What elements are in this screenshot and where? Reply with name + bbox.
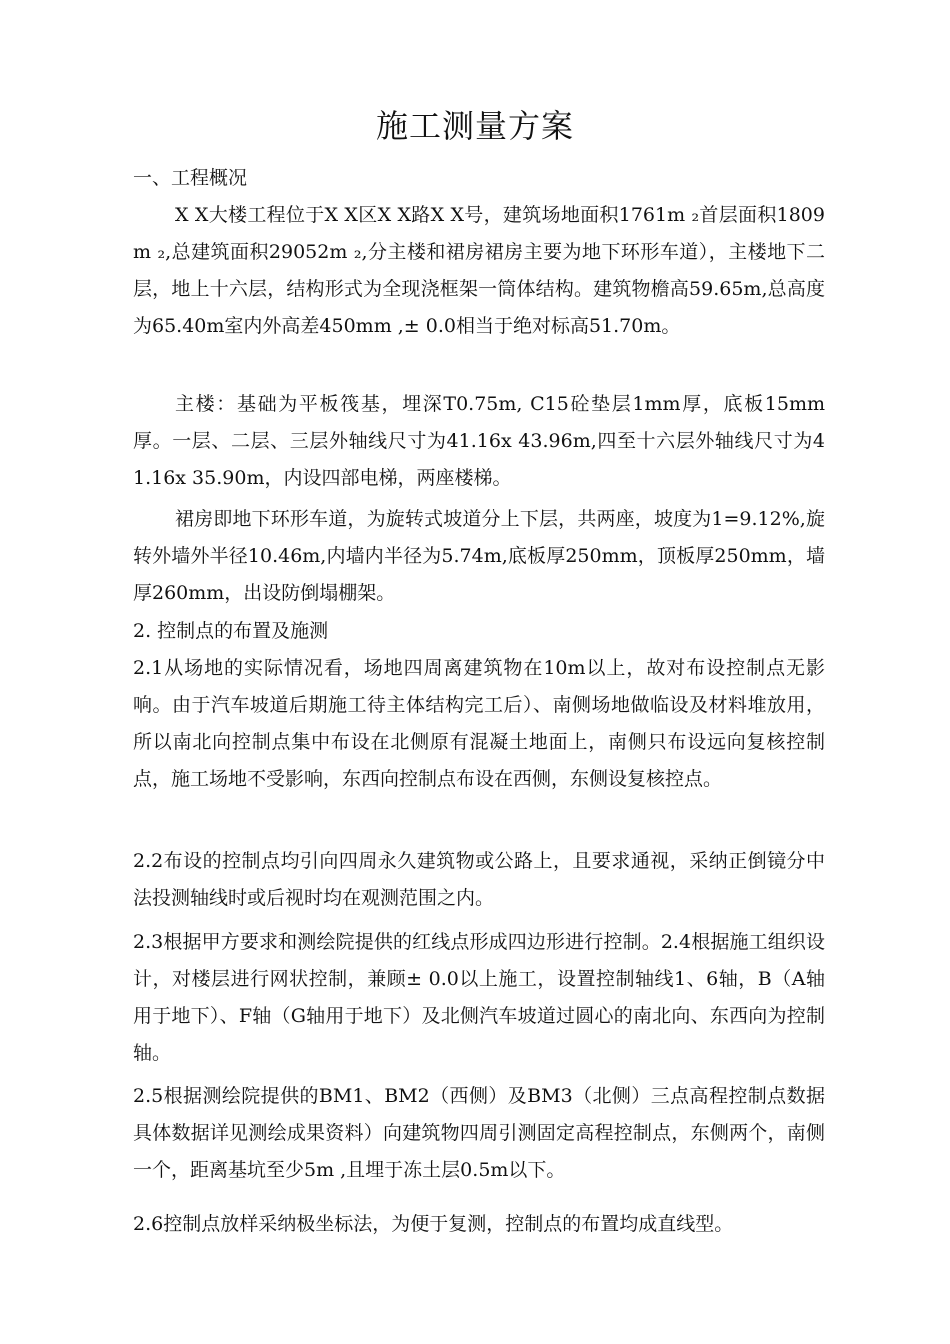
section-heading-overview: 一、工程概况 [133, 167, 248, 189]
overview-paragraph-annex: 裙房即地下环形车道，为旋转式坡道分上下层，共两座，坡度为1=9.12%,旋转外墙外半径10.46m,内墙内半径为5.74m,底板厚250mm，顶板厚250mm，墙厚260mm，出设防倒塌棚架。 [133, 508, 825, 604]
document-title: 施工测量方案 [375, 107, 574, 145]
overview-paragraph-main-building: 主楼：基础为平板筏基，埋深T0.75m, C15砼垫层1mm厚，底板15mm厚。一层、二层、三层外轴线尺寸为41.16x 43.96m,四至十六层外轴线尺寸为41.16x 35.90m，内设四部电梯，两座楼梯。 [133, 393, 825, 489]
item-2-2: 2.2布设的控制点均引向四周永久建筑物或公路上，且要求通视，采纳正倒镜分中法投测轴线时或后视时均在观测范围之内。 [133, 850, 825, 909]
overview-paragraph-1: X X大楼工程位于X X区X X路X X号，建筑场地面积1761m ₂首层面积1809m ₂,总建筑面积29052m ₂,分主楼和裙房裙房主要为地下环形车道），主楼地下二层，地上十六层，结构形式为全现浇框架一筒体结构。建筑物檐高59.65m,总高度为65.40m室内外高差450mm ,± 0.0相当于绝对标高51.70m。 [133, 204, 825, 337]
item-2-6: 2.6控制点放样采纳极坐标法，为便于复测，控制点的布置均成直线型。 [133, 1213, 734, 1235]
item-2-5: 2.5根据测绘院提供的BM1、BM2（西侧）及BM3（北侧）三点高程控制点数据具体数据详见测绘成果资料）向建筑物四周引测固定高程控制点，东侧两个，南侧一个，距离基坑至少5m ,且埋于冻土层0.5m以下。 [133, 1085, 825, 1181]
item-2-3-2-4: 2.3根据甲方要求和测绘院提供的红线点形成四边形进行控制。2.4根据施工组织设计，对楼层进行网状控制，兼顾± 0.0以上施工，设置控制轴线1、6轴，B（A轴用于地下）、F轴（G轴用于地下）及北侧汽车坡道过圆心的南北向、东西向为控制轴。 [133, 931, 825, 1064]
item-2-1: 2.1从场地的实际情况看，场地四周离建筑物在10m以上，故对布设控制点无影响。由于汽车坡道后期施工待主体结构完工后）、南侧场地做临设及材料堆放用，所以南北向控制点集中布设在北侧原有混凝土地面上，南侧只布设远向复核控制点，施工场地不受影响，东西向控制点布设在西侧，东侧设复核控点。 [133, 657, 825, 790]
section-heading-control-points: 2. 控制点的布置及施测 [133, 620, 329, 642]
